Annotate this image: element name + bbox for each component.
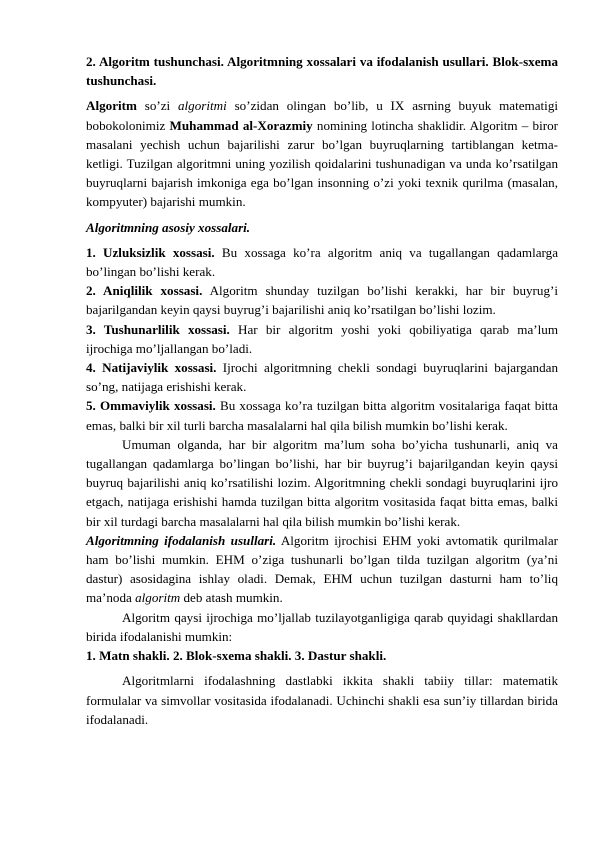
forms-list: 1. Matn shakli. 2. Blok-sxema shakli. 3. Dastur shakli. <box>86 648 387 664</box>
closing-paragraph: Algoritmlarni ifodalashning dastlabki ikkita shakli tabiiy tillar: matematik formulalar va simvollar vositasida ifodalanadi. Uchinchi shakli esa sun’iy tillardan birida ifodalanadi. <box>86 673 558 727</box>
intro-paragraph: Algoritm so’zi algoritmi so’zidan olingan bo’lib, u IX asrning buyuk matematigi bobokolonimiz Muhammad al-Xorazmiy nomining lotincha shaklidir. Algoritm – biror masalani yechish uchun bajarilishi zarur bo’lgan buyruqlarning tartiblangan ketma-ketligi. Tuzilgan algoritmni uning yozilish qoidalarini tushunadigan va unda ko’rsatilgan buyruqlarni bajarish imkoniga ega bo’lgan insonning o’zi yoki texnik qurilma (masalan, kompyuter) bajarishi mumkin. <box>86 98 559 210</box>
property-item: 2. Aniqlilik xossasi. Algoritm shunday tuzilgan bo’lishi kerakki, har bir buyrug’i bajarilgandan keyin qaysi buyrug’i bajarilishi aniq ko’rsatilgan bo’lishi lozim. <box>86 283 558 318</box>
properties-heading: Algoritmning asosiy xossalari. <box>86 219 251 235</box>
representation-paragraph: Algoritmning ifodalanish usullari. Algoritm ijrochisi EHM yoki avtomatik qurilmalar ham bo’lishi mumkin. EHM o’ziga tushunarli bo’lgan tilda tuzilgan algoritm (ya’ni dastur) asosidagina ishlay oladi. Demak, EHM uchun tuzilgan dasturni ham to’liq ma’noda algoritm deb atash mumkin. <box>86 532 558 606</box>
author-name: Muhammad al-Xorazmiy <box>169 117 313 133</box>
section-title: 2. Algoritm tushunchasi. Algoritmning xossalari va ifodalanish usullari. Blok-sxema tushunchasi. <box>86 54 558 89</box>
document-page <box>86 52 558 729</box>
term-algoritmi: algoritmi <box>178 98 227 114</box>
property-item: 4. Natijaviylik xossasi. Ijrochi algoritmning chekli sondagi buyruqlarini bajargandan so’ng, natijaga erishishi kerak. <box>86 360 559 395</box>
property-item: 5. Ommaviylik xossasi. Bu xossaga ko’ra tuzilgan bitta algoritm vositalariga faqat bitta emas, balki bir xil turli barcha masalalarni hal qila bilish mumkin bo’lishi kerak. <box>86 398 558 433</box>
property-item: 1. Uzluksizlik xossasi. Bu xossaga ko’ra algoritm aniq va tugallangan qadamlarga bo’lingan bo’lishi kerak. <box>86 244 559 280</box>
term-algoritm: Algoritm <box>86 98 137 114</box>
summary-paragraph: Umuman olganda, har bir algoritm ma’lum soha bo’yicha tushunarli, aniq va tugallangan qadamlarga bo’lingan bo’lishi, har bir buyrug’i bajarilgandan keyin qaysi buyruq bajarilishi aniq ko’rsatilishi lozim. Algoritmning chekli sondagi buyruqlarini ijro etgach, natijaga erishishi hamda tuzilgan bitta algoritm vositasida faqat bitta emas, balki bir xil turdagi barcha masalalarni hal qila bilish mumkin bo’lishi kerak. <box>86 436 558 529</box>
property-item: 3. Tushunarlilik xossasi. Har bir algoritm yoshi yoki qobiliyatiga qarab ma’lum ijrochiga mo’ljallangan bo’ladi. <box>86 321 558 356</box>
representation-label: Algoritmning ifodalanish usullari. <box>86 532 277 548</box>
forms-intro: Algoritm qaysi ijrochiga mo’ljallab tuzilayotganligiga qarab quyidagi shakllardan birida ifodalanishi mumkin: <box>86 609 558 644</box>
